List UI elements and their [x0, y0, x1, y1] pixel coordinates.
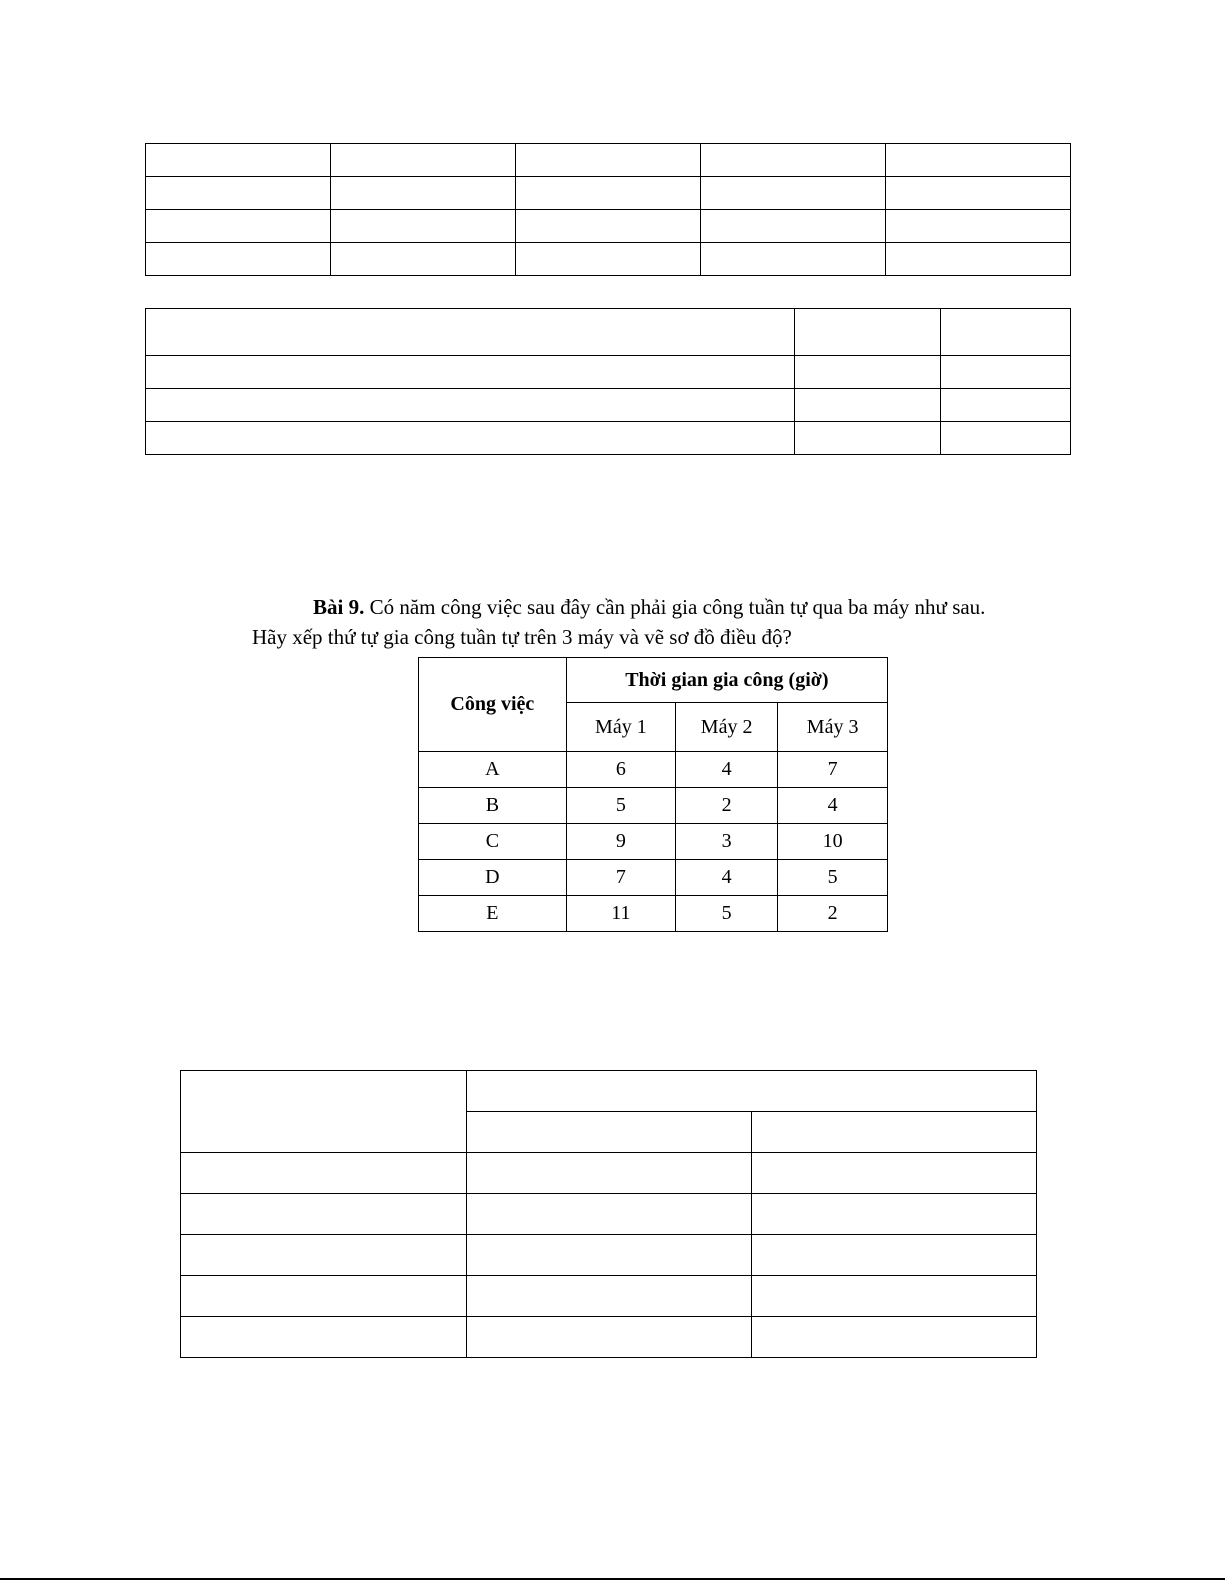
empty-cell	[795, 389, 940, 422]
empty-cell	[466, 1276, 751, 1317]
machine-1-cell: 11	[566, 896, 675, 932]
table-row	[146, 177, 1071, 210]
empty-cell	[940, 389, 1070, 422]
empty-cell	[795, 356, 940, 389]
job-cell: A	[419, 752, 567, 788]
machine-2-cell: 5	[676, 896, 778, 932]
empty-table-2	[145, 308, 1071, 455]
exercise-line-2: Hãy xếp thứ tự gia công tuần tự trên 3 máy và vẽ sơ đồ điều độ?	[252, 625, 792, 649]
empty-cell	[181, 1071, 467, 1153]
empty-cell	[886, 243, 1071, 276]
empty-cell	[466, 1071, 1036, 1112]
page-bottom-rule	[0, 1578, 1225, 1580]
empty-cell	[146, 243, 331, 276]
empty-cell	[751, 1112, 1036, 1153]
exercise-text-1: Có năm công việc sau đây cần phải gia công tuần tự qua ba máy như sau.	[364, 595, 986, 619]
empty-cell	[331, 177, 516, 210]
machine-1-header: Máy 1	[566, 703, 675, 752]
empty-cell	[751, 1194, 1036, 1235]
table-row	[181, 1194, 1037, 1235]
machine-3-cell: 7	[778, 752, 888, 788]
empty-cell	[146, 210, 331, 243]
table-row	[181, 1235, 1037, 1276]
empty-table-3	[180, 1070, 1037, 1358]
empty-cell	[795, 422, 940, 455]
empty-cell	[181, 1276, 467, 1317]
table-row	[146, 210, 1071, 243]
empty-cell	[331, 144, 516, 177]
empty-cell	[331, 243, 516, 276]
empty-cell	[701, 177, 886, 210]
empty-cell	[146, 309, 795, 356]
empty-cell	[701, 243, 886, 276]
empty-cell	[146, 144, 331, 177]
empty-cell	[181, 1317, 467, 1358]
table-row	[419, 824, 888, 860]
table-header-row	[419, 658, 888, 703]
empty-cell	[146, 389, 795, 422]
empty-cell	[751, 1235, 1036, 1276]
table-row	[181, 1276, 1037, 1317]
empty-cell	[795, 309, 940, 356]
empty-cell	[751, 1276, 1036, 1317]
empty-cell	[181, 1153, 467, 1194]
machine-2-header: Máy 2	[676, 703, 778, 752]
machine-1-cell: 5	[566, 788, 675, 824]
empty-cell	[516, 210, 701, 243]
machine-1-cell: 9	[566, 824, 675, 860]
machine-3-cell: 5	[778, 860, 888, 896]
empty-cell	[940, 309, 1070, 356]
empty-cell	[940, 356, 1070, 389]
table-row	[419, 896, 888, 932]
empty-cell	[516, 144, 701, 177]
empty-cell	[886, 144, 1071, 177]
job-cell: D	[419, 860, 567, 896]
machine-3-cell: 4	[778, 788, 888, 824]
job-cell: B	[419, 788, 567, 824]
table-row	[146, 356, 1071, 389]
machine-1-cell: 6	[566, 752, 675, 788]
job-header: Công việc	[419, 658, 567, 752]
empty-cell	[701, 210, 886, 243]
empty-cell	[466, 1194, 751, 1235]
empty-cell	[146, 422, 795, 455]
empty-cell	[886, 210, 1071, 243]
table-row	[146, 422, 1071, 455]
processing-time-table	[418, 657, 888, 932]
table-row	[181, 1071, 1037, 1112]
machine-2-cell: 2	[676, 788, 778, 824]
empty-cell	[181, 1194, 467, 1235]
empty-cell	[751, 1153, 1036, 1194]
empty-cell	[886, 177, 1071, 210]
empty-cell	[466, 1317, 751, 1358]
table-row	[146, 144, 1071, 177]
exercise-line-1	[313, 597, 985, 618]
table-row	[181, 1317, 1037, 1358]
empty-cell	[751, 1317, 1036, 1358]
machine-3-cell: 10	[778, 824, 888, 860]
machine-2-cell: 3	[676, 824, 778, 860]
table-row	[419, 752, 888, 788]
empty-cell	[146, 356, 795, 389]
job-cell: C	[419, 824, 567, 860]
empty-table-1	[145, 143, 1071, 276]
time-header: Thời gian gia công (giờ)	[566, 658, 887, 703]
machine-1-cell: 7	[566, 860, 675, 896]
empty-cell	[516, 177, 701, 210]
empty-cell	[466, 1153, 751, 1194]
empty-cell	[181, 1235, 467, 1276]
empty-cell	[146, 177, 331, 210]
exercise-label: Bài 9.	[313, 595, 365, 619]
empty-cell	[466, 1112, 751, 1153]
empty-cell	[940, 422, 1070, 455]
empty-cell	[466, 1235, 751, 1276]
table-row	[419, 860, 888, 896]
table-row	[181, 1153, 1037, 1194]
machine-3-cell: 2	[778, 896, 888, 932]
empty-cell	[701, 144, 886, 177]
machine-2-cell: 4	[676, 860, 778, 896]
empty-cell	[516, 243, 701, 276]
empty-cell	[331, 210, 516, 243]
table-row	[146, 389, 1071, 422]
job-cell: E	[419, 896, 567, 932]
table-row	[146, 243, 1071, 276]
machine-3-header: Máy 3	[778, 703, 888, 752]
machine-2-cell: 4	[676, 752, 778, 788]
table-row	[146, 309, 1071, 356]
table-row	[419, 788, 888, 824]
